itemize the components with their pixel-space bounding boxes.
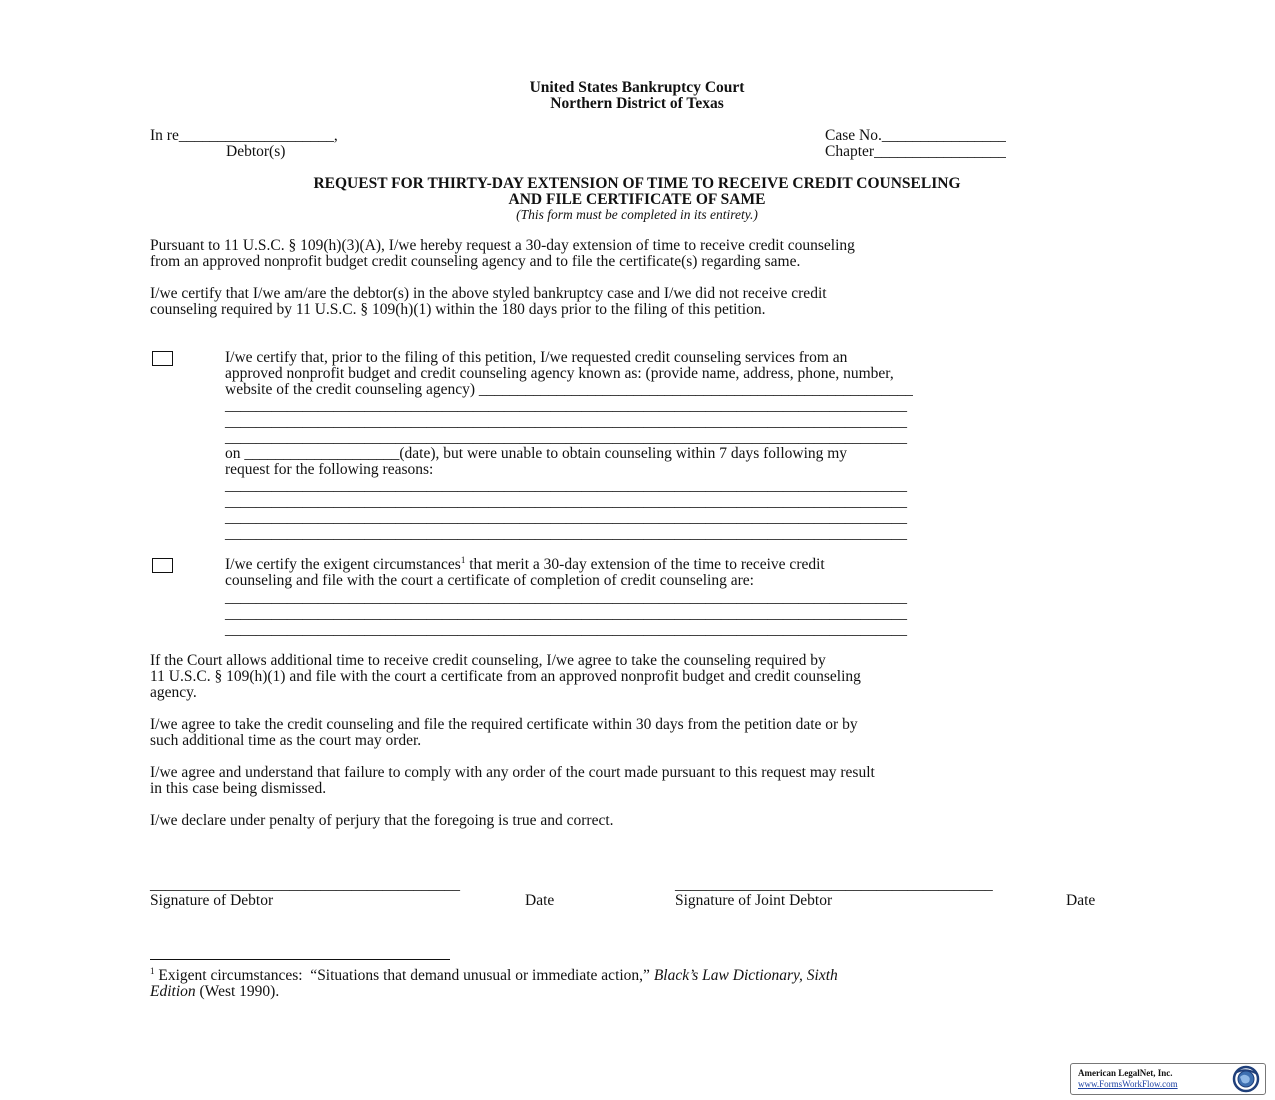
paragraph-30-days: I/we agree to take the credit counseling and file the required certificate within 30 days from the petition date or by [150, 716, 858, 733]
paragraph-perjury: I/we declare under penalty of perjury that the foregoing is true and correct. [150, 812, 614, 829]
in-re-field: In re____________________, [150, 127, 338, 144]
option-requested-counseling-checkbox[interactable] [152, 351, 173, 366]
paragraph-30-days: such additional time as the court may order. [150, 732, 422, 749]
form-note: (This form must be completed in its entirety.) [516, 207, 758, 222]
case-number-field: Case No.________________ [825, 127, 1006, 144]
paragraph-agreement: If the Court allows additional time to receive credit counseling, I/we agree to take the counseling required by [150, 652, 826, 669]
option2-line: I/we certify the exigent circumstances$^1$ that merit a 30-day extension of the time to receive credit [225, 554, 825, 573]
debtor-signature-line[interactable]: ________________________________________ [150, 876, 460, 893]
form-title-line2: AND FILE CERTIFICATE OF SAME [508, 191, 766, 208]
paragraph-request: from an approved nonprofit budget credit counseling agency and to file the certificate(s) regarding same. [150, 253, 801, 270]
request-date-field[interactable]: on ____________________(date), but were unable to obtain counseling within 7 days following my [225, 445, 848, 462]
form-title-line1: REQUEST FOR THIRTY-DAY EXTENSION OF TIME TO RECEIVE CREDIT COUNSELING [313, 175, 961, 192]
joint-debtor-signature-label: Signature of Joint Debtor [675, 892, 833, 909]
option1-line: approved nonprofit budget and credit counseling agency known as: (provide name, address, phone, number, [225, 365, 894, 382]
joint-debtor-date-label: Date [1066, 892, 1096, 909]
reasons-field[interactable]: ________________________________________________________________________________________ [225, 509, 907, 526]
paragraph-dismissal: I/we agree and understand that failure to comply with any order of the court made pursuant to this request may result [150, 764, 875, 781]
footnote-text: Edition (West 1990). [150, 983, 280, 1000]
agency-info-field[interactable]: ________________________________________________________________________________________ [225, 429, 907, 446]
debtor-date-label: Date [525, 892, 555, 909]
exigent-circumstances-field[interactable]: ________________________________________________________________________________________ [225, 605, 907, 622]
court-name: United States Bankruptcy Court [529, 79, 745, 96]
paragraph-agreement: agency. [150, 684, 197, 701]
joint-debtor-signature-line[interactable]: _________________________________________ [675, 876, 993, 893]
paragraph-certify: I/we certify that I/we am/are the debtor(s) in the above styled bankruptcy case and I/we did not receive credit [150, 285, 827, 302]
debtor-signature-label: Signature of Debtor [150, 892, 274, 909]
paragraph-agreement: 11 U.S.C. § 109(h)(1) and file with the court a certificate from an approved nonprofit budget and credit counseling [150, 668, 861, 685]
reasons-field[interactable]: ________________________________________________________________________________________ [225, 493, 907, 510]
reasons-field[interactable]: ________________________________________________________________________________________ [225, 525, 907, 542]
footnote-ref: 1 [460, 554, 466, 565]
company-name: American LegalNet, Inc. [1078, 1068, 1173, 1078]
american-legalnet-logo[interactable] [1070, 1063, 1266, 1095]
globe-icon [1231, 1065, 1261, 1093]
agency-info-field[interactable]: ________________________________________________________________________________________ [225, 413, 907, 430]
exigent-circumstances-field[interactable]: ________________________________________________________________________________________ [225, 621, 907, 638]
paragraph-request: Pursuant to 11 U.S.C. § 109(h)(3)(A), I/we hereby request a 30-day extension of time to receive credit counseling [150, 237, 855, 254]
company-url-link[interactable]: www.FormsWorkFlow.com [1078, 1079, 1178, 1089]
option1-line: I/we certify that, prior to the filing of this petition, I/we requested credit counseling services from an [225, 349, 848, 366]
paragraph-certify: counseling required by 11 U.S.C. § 109(h)(1) within the 180 days prior to the filing of this petition. [150, 301, 766, 318]
agency-info-field[interactable]: website of the credit counseling agency) ________________________________________________________ [225, 381, 913, 398]
paragraph-dismissal: in this case being dismissed. [150, 780, 327, 797]
option-exigent-circumstances-checkbox[interactable] [152, 558, 173, 573]
option2-line: counseling and file with the court a certificate of completion of credit counseling are: [225, 572, 754, 589]
district-name: Northern District of Texas [550, 95, 724, 112]
reasons-field[interactable]: ________________________________________________________________________________________ [225, 477, 907, 494]
agency-info-field[interactable]: ________________________________________________________________________________________ [225, 397, 907, 414]
footnote-text: $^1$ Exigent circumstances: “Situations that demand unusual or immediate action,” Black’s Law Dictionary, Sixth [150, 965, 838, 984]
option1-line: request for the following reasons: [225, 461, 434, 478]
exigent-circumstances-field[interactable]: ________________________________________________________________________________________ [225, 589, 907, 606]
footnote-separator [150, 959, 450, 960]
chapter-field: Chapter_________________ [825, 143, 1006, 160]
debtor-label: Debtor(s) [226, 143, 286, 160]
